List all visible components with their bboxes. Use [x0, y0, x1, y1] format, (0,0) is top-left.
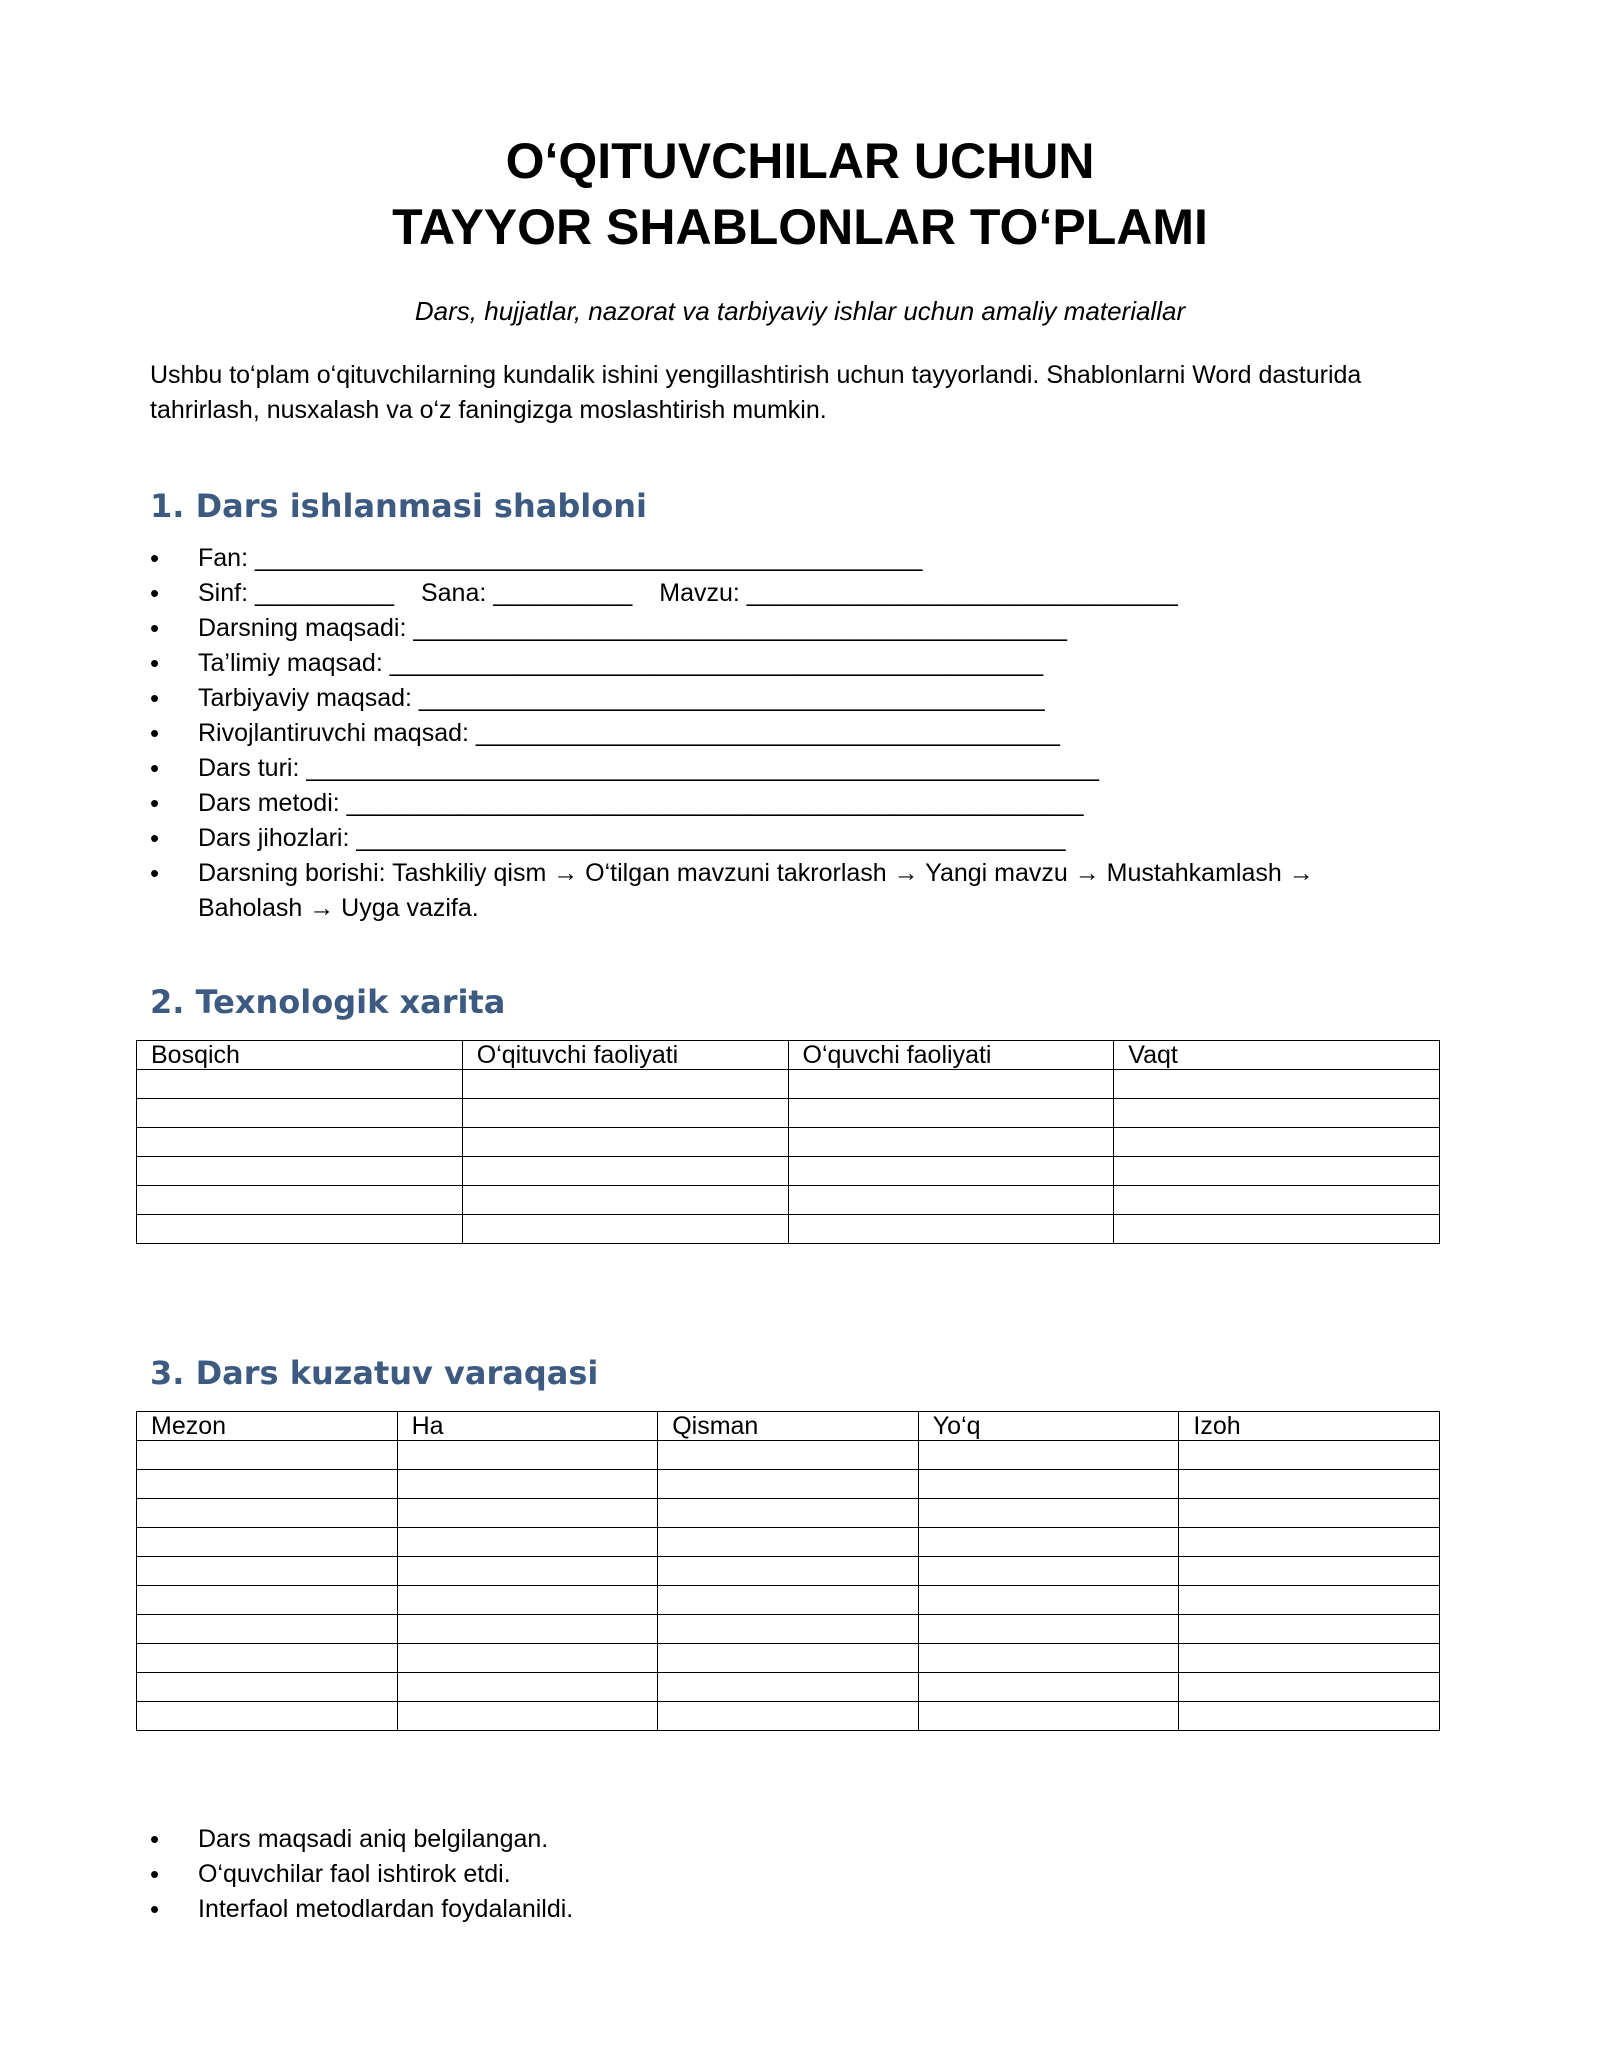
table-cell[interactable] [397, 1673, 658, 1702]
document-title [0, 128, 1600, 260]
table-cell[interactable] [1179, 1499, 1440, 1528]
list-item: • O‘quvchilar faol ishtirok etdi. [150, 1857, 1350, 1892]
table-cell[interactable] [1114, 1070, 1440, 1099]
table-row [137, 1070, 1440, 1099]
title-line-2: TAYYOR SHABLONLAR TO‘PLAMI [392, 199, 1208, 255]
table-cell[interactable] [137, 1441, 398, 1470]
table-cell[interactable] [137, 1099, 463, 1128]
table-cell[interactable] [397, 1644, 658, 1673]
table-row [137, 1470, 1440, 1499]
table-cell[interactable] [918, 1441, 1179, 1470]
list-item: • Dars turi: _________________________________________________________ [150, 751, 1410, 786]
table-cell[interactable] [462, 1128, 788, 1157]
list-item: • Darsning borishi: Tashkiliy qism → O‘tilgan mavzuni takrorlash → Yangi mavzu → Mustahkamlash → Baholash → Uyga vazifa. [150, 856, 1410, 926]
list-item: • Darsning maqsadi: _______________________________________________ [150, 611, 1410, 646]
table-cell[interactable] [1179, 1528, 1440, 1557]
table-cell[interactable] [918, 1499, 1179, 1528]
table-row [137, 1499, 1440, 1528]
table-cell[interactable] [658, 1702, 919, 1731]
table-row [137, 1557, 1440, 1586]
table-cell[interactable] [658, 1470, 919, 1499]
column-header: O‘qituvchi faoliyati [462, 1041, 788, 1070]
table-cell[interactable] [788, 1128, 1114, 1157]
table-row [137, 1615, 1440, 1644]
table-cell[interactable] [658, 1557, 919, 1586]
table-cell[interactable] [137, 1644, 398, 1673]
column-header: Yo‘q [918, 1412, 1179, 1441]
table-cell[interactable] [397, 1441, 658, 1470]
table-cell[interactable] [918, 1528, 1179, 1557]
list-item: • Interfaol metodlardan foydalanildi. [150, 1892, 1350, 1927]
technology-map-table [136, 1040, 1440, 1244]
column-header: O‘quvchi faoliyati [788, 1041, 1114, 1070]
section3-heading: 3. Dars kuzatuv varaqasi [150, 1354, 599, 1392]
list-item: • Dars jihozlari: ___________________________________________________ [150, 821, 1410, 856]
column-header: Mezon [137, 1412, 398, 1441]
column-header: Ha [397, 1412, 658, 1441]
lesson-observation-table [136, 1411, 1440, 1731]
table-header-row [137, 1041, 1440, 1070]
table-cell[interactable] [658, 1644, 919, 1673]
table-row [137, 1673, 1440, 1702]
table-cell[interactable] [137, 1499, 398, 1528]
table-cell[interactable] [1179, 1470, 1440, 1499]
table-cell[interactable] [1179, 1644, 1440, 1673]
table-cell[interactable] [788, 1186, 1114, 1215]
table-cell[interactable] [1114, 1186, 1440, 1215]
sana-field: Sana: __________ [420, 579, 633, 607]
table-cell[interactable] [462, 1157, 788, 1186]
table-cell[interactable] [918, 1702, 1179, 1731]
table-cell[interactable] [918, 1470, 1179, 1499]
list-item [150, 576, 1410, 611]
table-cell[interactable] [137, 1557, 398, 1586]
table-cell[interactable] [658, 1586, 919, 1615]
table-cell[interactable] [397, 1615, 658, 1644]
table-cell[interactable] [788, 1215, 1114, 1244]
table-cell[interactable] [918, 1586, 1179, 1615]
table-cell[interactable] [918, 1557, 1179, 1586]
mavzu-field: Mavzu: _______________________________ [659, 579, 1178, 607]
table-cell[interactable] [658, 1673, 919, 1702]
list-item: • Tarbiyaviy maqsad: _____________________________________________ [150, 681, 1410, 716]
table-row [137, 1644, 1440, 1673]
table-cell[interactable] [397, 1528, 658, 1557]
table-cell[interactable] [397, 1499, 658, 1528]
table-cell[interactable] [918, 1615, 1179, 1644]
table-cell[interactable] [1179, 1702, 1440, 1731]
table-cell[interactable] [137, 1615, 398, 1644]
table-cell[interactable] [137, 1186, 463, 1215]
table-cell[interactable] [137, 1157, 463, 1186]
table-cell[interactable] [462, 1215, 788, 1244]
intro-paragraph: Ushbu to‘plam o‘qituvchilarning kundalik ishini yengillashtirish uchun tayyorlandi. Shablonlarni Word dasturida tahrirlash, nusxalash va o‘z faningizga moslashtirish mumkin. [150, 361, 1362, 424]
section2-heading: 2. Texnologik xarita [150, 983, 506, 1021]
table-cell[interactable] [658, 1441, 919, 1470]
document-subtitle: Dars, hujjatlar, nazorat va tarbiyaviy ishlar uchun amaliy materiallar [414, 296, 1186, 326]
list-item: • Ta’limiy maqsad: _______________________________________________ [150, 646, 1410, 681]
table-row [137, 1186, 1440, 1215]
table-header-row [137, 1412, 1440, 1441]
table-cell[interactable] [1114, 1128, 1440, 1157]
table-cell[interactable] [397, 1702, 658, 1731]
table-row [137, 1128, 1440, 1157]
list-item: • Dars maqsadi aniq belgilangan. [150, 1822, 1350, 1857]
table-cell[interactable] [1114, 1215, 1440, 1244]
observation-notes-list [150, 1822, 1350, 1927]
table-cell[interactable] [137, 1470, 398, 1499]
column-header: Vaqt [1114, 1041, 1440, 1070]
table-cell[interactable] [137, 1528, 398, 1557]
table-cell[interactable] [1179, 1673, 1440, 1702]
table-cell[interactable] [137, 1673, 398, 1702]
table-row [137, 1157, 1440, 1186]
table-cell[interactable] [918, 1644, 1179, 1673]
list-item: • Rivojlantiruvchi maqsad: __________________________________________ [150, 716, 1410, 751]
section1-heading: 1. Dars ishlanmasi shabloni [150, 487, 647, 525]
table-cell[interactable] [462, 1070, 788, 1099]
table-cell[interactable] [462, 1099, 788, 1128]
table-cell[interactable] [1114, 1157, 1440, 1186]
table-cell[interactable] [788, 1099, 1114, 1128]
table-cell[interactable] [397, 1586, 658, 1615]
table-cell[interactable] [397, 1557, 658, 1586]
table-row [137, 1099, 1440, 1128]
table-cell[interactable] [1179, 1441, 1440, 1470]
table-cell[interactable] [137, 1128, 463, 1157]
list-item: • Dars metodi: _____________________________________________________ [150, 786, 1410, 821]
table-row [137, 1215, 1440, 1244]
list-item: • Fan: ________________________________________________ [150, 541, 1410, 576]
table-cell[interactable] [658, 1499, 919, 1528]
table-cell[interactable] [462, 1186, 788, 1215]
table-cell[interactable] [918, 1673, 1179, 1702]
table-cell[interactable] [137, 1070, 463, 1099]
column-header: Qisman [658, 1412, 919, 1441]
table-row [137, 1441, 1440, 1470]
table-cell[interactable] [1114, 1099, 1440, 1128]
table-cell[interactable] [658, 1615, 919, 1644]
sinf-field: Sinf: __________ [198, 579, 395, 607]
column-header: Bosqich [137, 1041, 463, 1070]
lesson-plan-list [150, 541, 1410, 926]
table-cell[interactable] [658, 1528, 919, 1557]
table-cell[interactable] [788, 1070, 1114, 1099]
column-header: Izoh [1179, 1412, 1440, 1441]
table-cell[interactable] [1179, 1557, 1440, 1586]
table-row [137, 1586, 1440, 1615]
table-cell[interactable] [1179, 1586, 1440, 1615]
table-cell[interactable] [788, 1157, 1114, 1186]
table-cell[interactable] [397, 1470, 658, 1499]
table-row [137, 1702, 1440, 1731]
table-cell[interactable] [137, 1702, 398, 1731]
table-cell[interactable] [137, 1215, 463, 1244]
table-row [137, 1528, 1440, 1557]
title-line-1: O‘QITUVCHILAR UCHUN [505, 133, 1095, 189]
table-cell[interactable] [1179, 1615, 1440, 1644]
table-cell[interactable] [137, 1586, 398, 1615]
